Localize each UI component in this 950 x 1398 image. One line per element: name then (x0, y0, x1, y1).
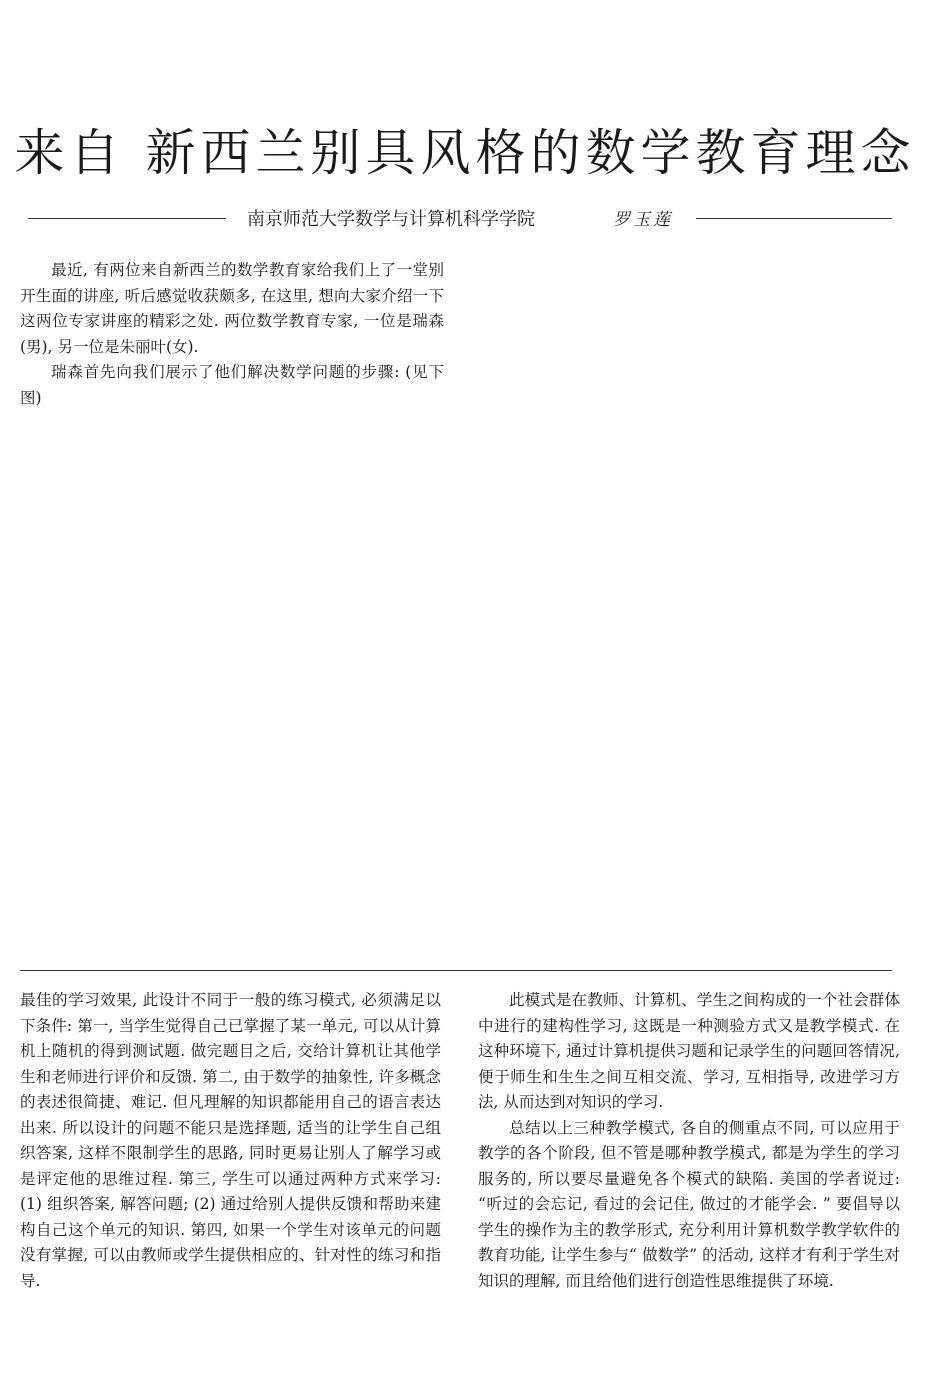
right-paragraph-1: 此模式是在教师、计算机、学生之间构成的一个社会群体中进行的建构性学习, 这既是一种测验方式又是教学模式. 在这种环境下, 通过计算机提供习题和记录学生的问题回答情况, 便于师生和生生之间互相交流、学习, 互相指导, 改进学习方法, 从而达到对知识的学习. (478, 991, 900, 1111)
intro-section (20, 258, 444, 411)
byline (28, 207, 892, 233)
article-title: 来自 新西兰别具风格的数学教育理念 (14, 124, 916, 182)
left-column (20, 988, 441, 1294)
author-affiliation: 南京师范大学数学与计算机科学学院 (247, 209, 535, 230)
author-name: 罗玉莲 (613, 210, 673, 230)
right-column (478, 988, 900, 1294)
intro-paragraph-2: 瑞森首先向我们展示了他们解决数学问题的步骤: (见下图) (20, 363, 444, 407)
section-divider (20, 970, 892, 971)
figure-area (20, 440, 890, 960)
byline-rule-left (28, 218, 226, 219)
byline-rule-right (696, 218, 892, 219)
intro-paragraph-1: 最近, 有两位来自新西兰的数学教育家给我们上了一堂别开生面的讲座, 听后感觉收获颇多, 在这里, 想向大家介绍一下这两位专家讲座的精彩之处. 两位数学教育专家, 一位是瑞森(男), 另一位是朱丽叶(女). (20, 261, 444, 356)
left-paragraph-1: 最佳的学习效果, 此设计不同于一般的练习模式, 必须满足以下条件: 第一, 当学生觉得自己已掌握了某一单元, 可以从计算机上随机的得到测试题. 做完题目之后, 交给计算机让其他学生和老师进行评价和反馈. 第二, 由于数学的抽象性, 许多概念的表述很简捷、难记. 但凡理解的知识都能用自己的语言表达出来. 所以设计的问题不能只是选择题, 适当的让学生自己组织答案, 这样不限制学生的思路, 同时更易让别人了解学习或是评定他的思维过程. 第三, 学生可以通过两种方式来学习: (1) 组织答案, 解答问题; (2) 通过给别人提供反馈和帮助来建构自己这个单元的知识. 第四, 如果一个学生对该单元的问题没有掌握, 可以由教师或学生提供相应的、针对性的练习和指导. (20, 991, 441, 1290)
right-paragraph-2: 总结以上三种教学模式, 各自的侧重点不同, 可以应用于教学的各个阶段, 但不管是哪种教学模式, 都是为学生的学习服务的, 所以要尽量避免各个模式的缺陷. 美国的学者说过: “听过的会忘记, 看过的会记住, 做过的才能学会. ” 要倡导以学生的操作为主的教学形式, 充分利用计算机数学教学软件的教育功能, 让学生参与“ 做数学” 的活动, 这样才有利于学生对知识的理解, 而且给他们进行创造性思维提供了环境. (478, 1118, 900, 1290)
